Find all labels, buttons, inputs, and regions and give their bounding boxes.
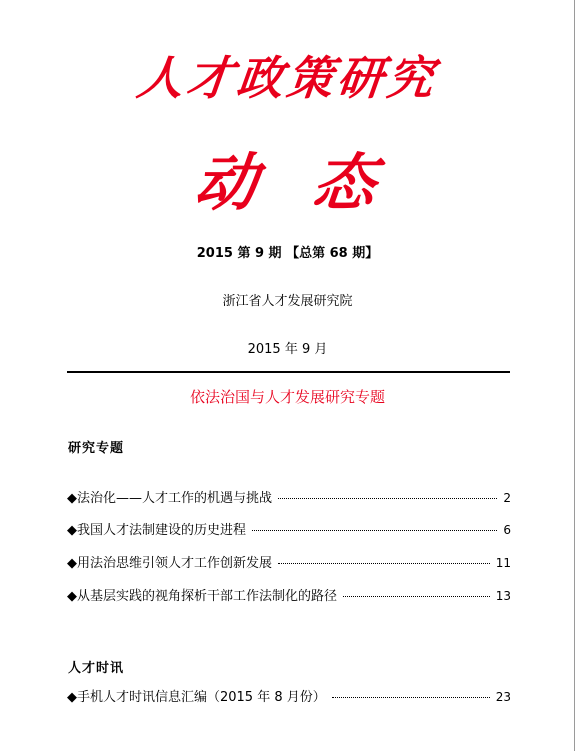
- masthead-title: 人才政策研究: [134, 51, 441, 105]
- toc-item-title: ◆用法治思维引领人才工作创新发展: [67, 556, 272, 571]
- toc-leader-dots: [343, 596, 490, 597]
- divider-rule: [67, 371, 510, 373]
- toc-item-title: ◆手机人才时讯信息汇编（2015 年 8 月份）: [67, 690, 326, 705]
- toc-item-page: 2: [503, 491, 511, 505]
- toc-item-title: ◆我国人才法制建设的历史进程: [67, 523, 246, 538]
- toc-item-title: ◆法治化——人才工作的机遇与挑战: [67, 491, 272, 506]
- masthead-char-1: 动: [191, 146, 265, 219]
- toc-item-page: 6: [503, 523, 511, 537]
- publication-date: 2015 年 9 月: [247, 342, 328, 357]
- issue-theme: 依法治国与人才发展研究专题: [189, 388, 385, 406]
- toc-item-page: 23: [495, 690, 511, 704]
- section-title-news: 人才时讯: [68, 661, 125, 676]
- toc-item[interactable]: [67, 686, 511, 705]
- masthead-subtitle: [0, 133, 575, 222]
- toc-leader-dots: [278, 563, 490, 564]
- organization-name: 浙江省人才发展研究院: [222, 294, 353, 309]
- toc-item[interactable]: [67, 552, 511, 571]
- toc-leader-dots: [252, 530, 497, 531]
- toc-item-title: ◆从基层实践的视角探析干部工作法制化的路径: [67, 589, 337, 604]
- section-title-research: 研究专题: [68, 441, 125, 456]
- issue-number: 2015 第 9 期 【总第 68 期】: [196, 246, 379, 261]
- toc-leader-dots: [278, 498, 497, 499]
- toc-item-page: 13: [495, 589, 511, 603]
- toc-item-page: 11: [495, 556, 511, 570]
- toc-item[interactable]: [67, 519, 511, 538]
- toc-leader-dots: [332, 697, 490, 698]
- masthead-char-2: 态: [309, 146, 383, 219]
- toc-item[interactable]: [67, 585, 511, 604]
- toc-item[interactable]: [67, 487, 511, 506]
